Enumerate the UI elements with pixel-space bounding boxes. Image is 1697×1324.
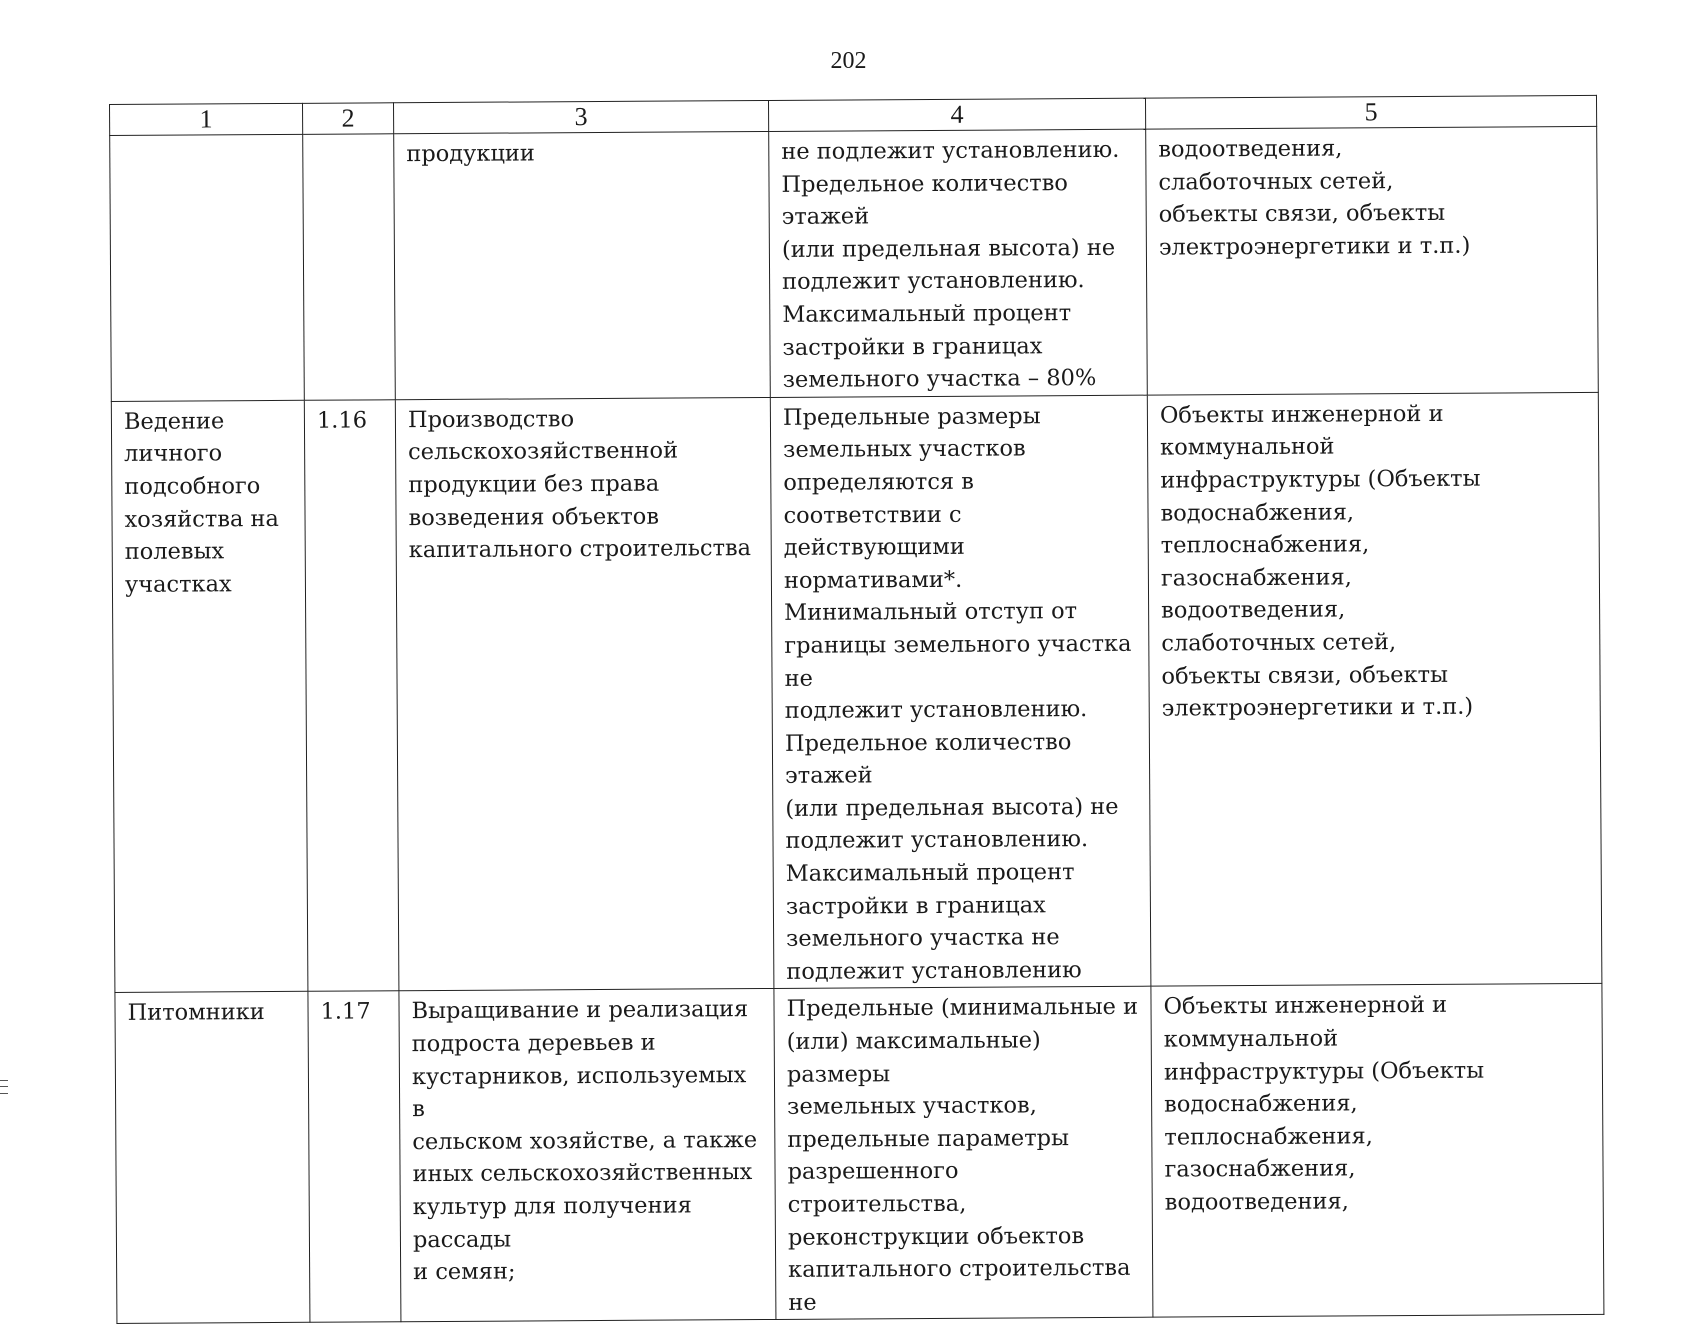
header-col-1: 1 <box>110 103 303 135</box>
parameters-cell: Предельные (минимальные и (или) максимальные) размеры земельных участков, предельные параметры разрешенного строительства, реконструкции объектов капитального строительства не <box>774 987 1153 1320</box>
use-name-cell: Питомники <box>115 992 310 1324</box>
land-use-table <box>109 95 1604 1324</box>
header-col-4: 4 <box>768 98 1145 131</box>
parameters-cell: не подлежит установлению. Предельное количество этажей (или предельная высота) не подлежит установлению. Максимальный процент застройки в границах земельного участка – 80% <box>769 129 1148 397</box>
infrastructure-cell: Объекты инженерной и коммунальной инфраструктуры (Объекты водоснабжения, теплоснабжения, газоснабжения, водоотведения, <box>1151 984 1604 1318</box>
table-row <box>111 392 1602 993</box>
header-col-5: 5 <box>1145 95 1596 129</box>
use-name-cell: Ведение личного подсобного хозяйства на полевых участках <box>111 400 308 993</box>
table-row <box>115 984 1604 1324</box>
margin-mark <box>0 1080 8 1094</box>
use-name-cell <box>110 134 305 401</box>
page-number: 202 <box>830 48 867 74</box>
use-description-cell: Выращивание и реализация подроста деревьев и кустарников, используемых в сельском хозяйстве, а также иных сельскохозяйственных культур для получения рассады и семян; <box>399 989 776 1322</box>
use-code-cell <box>303 134 396 400</box>
parameters-cell: Предельные размеры земельных участков определяются в соответствии с действующими нормативами*. Минимальный отступ от границы земельного участка не подлежит установлению. Предельное количество этажей (или предельная высота) не подлежит установлению. Максимальный процент застройки в границах земельного участка не подлежит установлению <box>770 395 1151 989</box>
use-description-cell: продукции <box>394 131 771 399</box>
infrastructure-cell: водоотведения, слаботочных сетей, объекты связи, объекты электроэнергетики и т.п.) <box>1146 126 1599 395</box>
infrastructure-cell: Объекты инженерной и коммунальной инфраструктуры (Объекты водоснабжения, теплоснабжения, газоснабжения, водоотведения, слаботочных сетей, объекты связи, объекты электроэнергетики и т.п.) <box>1147 392 1602 986</box>
use-code-cell: 1.16 <box>304 400 399 992</box>
header-col-2: 2 <box>302 103 393 135</box>
use-code-cell: 1.17 <box>308 991 401 1322</box>
use-description-cell: Производство сельскохозяйственной продукции без права возведения объектов капитального строительства <box>395 397 774 991</box>
table-row <box>110 126 1599 401</box>
header-col-3: 3 <box>393 100 768 133</box>
